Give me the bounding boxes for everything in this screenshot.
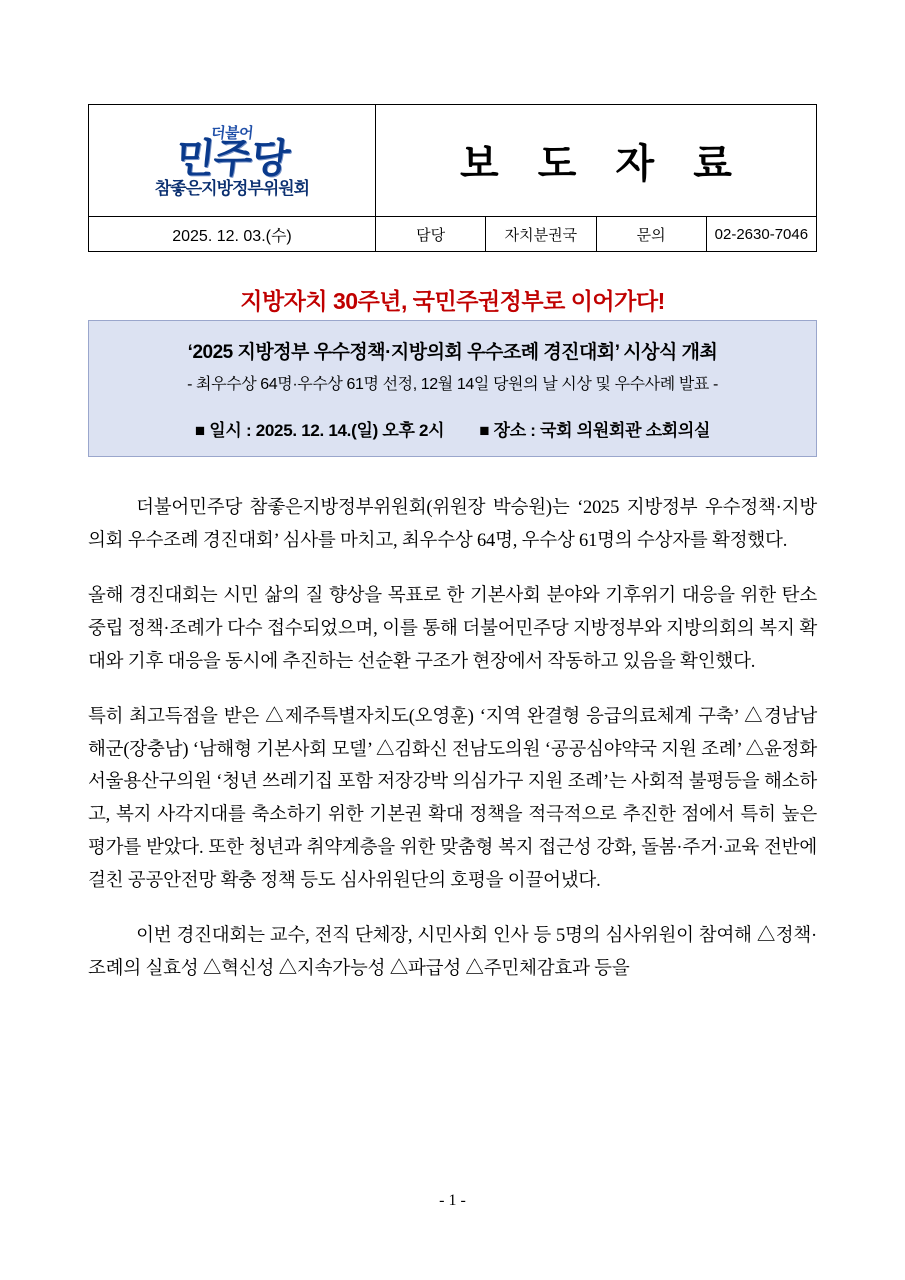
- summary-box: [88, 320, 817, 457]
- page-number: - 1 -: [439, 1192, 466, 1209]
- party-logo-cell: [89, 105, 376, 217]
- contact-department-cell: 자치분권국: [486, 217, 596, 252]
- paragraph-1: 더불어민주당 참좋은지방정부위원회(위원장 박승원)는 ‘2025 지방정부 우수정책·지방의회 우수조례 경진대회’ 심사를 마치고, 최우수상 64명, 우수상 61명의 수상자를 확정했다.: [88, 498, 817, 551]
- document-title: 보 도 자 료: [460, 142, 746, 186]
- body-text: [88, 492, 817, 1008]
- summary-place: ■ 장소 : 국회 의원회관 소회의실: [479, 420, 711, 440]
- summary-title: ‘2025 지방정부 우수정책·지방의회 우수조례 경진대회’ 시상식 개최: [187, 341, 718, 363]
- logo-org-text: 참좋은지방정부위원회: [154, 179, 310, 198]
- release-date-cell: 2025. 12. 03.(수): [89, 217, 376, 252]
- summary-details: [195, 416, 710, 441]
- summary-subtitle: - 최우수상 64명·우수상 61명 선정, 12월 14일 당원의 날 시상 및 우수사례 발표 -: [187, 375, 718, 393]
- paragraph-2: 올해 경진대회는 시민 삶의 질 향상을 목표로 한 기본사회 분야와 기후위기 대응을 위한 탄소중립 정책·조례가 다수 접수되었으며, 이를 통해 더불어민주당 지방정부와 지방의회의 복지 확대와 기후 대응을 동시에 추진하는 선순환 구조가 현장에서 작동하고 있음을 확인했다.: [88, 585, 817, 672]
- paragraph-3: 특히 최고득점을 받은 △제주특별자치도(오영훈) ‘지역 완결형 응급의료체계 구축’ △경남남해군(장충남) ‘남해형 기본사회 모델’ △김화신 전남도의원 ‘공공심야약국 지원 조례’ △윤정화 서울용산구의원 ‘청년 쓰레기집 포함 저장강박 의심가구 지원 조례’는 사회적 불평등을 해소하고, 복지 사각지대를 축소하기 위한 기본권 확대 정책을 적극적으로 추진한 점에서 특히 높은 평가를 받았다. 또한 청년과 취약계층을 위한 맞춤형 복지 접근성 강화, 돌봄·주거·교육 전반에 걸친 공공안전망 확충 정책 등도 심사위원단의 호평을 이끌어냈다.: [88, 706, 817, 892]
- paragraph-4: 이번 경진대회는 교수, 전직 단체장, 시민사회 인사 등 5명의 심사위원이 참여해 △정책·조례의 실효성 △혁신성 △지속가능성 △파급성 △주민체감효과 등을: [88, 926, 817, 980]
- party-logo: [89, 126, 375, 197]
- logo-main-text: 민주당: [173, 137, 291, 181]
- headline: 지방자치 30주년, 국민주권정부로 이어가다!: [240, 288, 665, 314]
- press-release-header-table: [88, 104, 817, 252]
- summary-date: ■ 일시 : 2025. 12. 14.(일) 오후 2시: [194, 420, 445, 440]
- document-title-cell: [376, 105, 817, 217]
- contact-label-cell: 담당: [376, 217, 486, 252]
- logo-sub-text: 더불어: [210, 125, 254, 142]
- inquiry-label-cell: 문의: [596, 217, 706, 252]
- inquiry-phone-cell: 02-2630-7046: [706, 217, 816, 252]
